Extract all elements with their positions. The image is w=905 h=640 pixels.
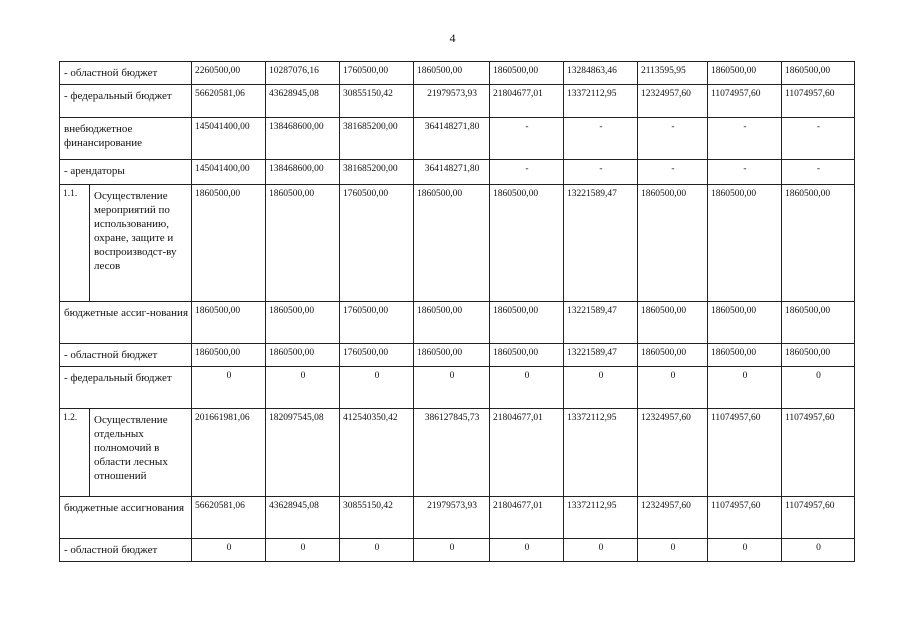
value-cell: 10287076,16 <box>266 62 340 85</box>
value-cell: 1860500,00 <box>782 344 855 367</box>
item-number: 1.1. <box>60 185 90 302</box>
value-cell: 364148271,80 <box>414 160 490 185</box>
value-cell: 1860500,00 <box>192 185 266 302</box>
item-label: Осуществление отдельных полномочий в области лесных отношений <box>90 409 192 497</box>
value-cell: 13221589,47 <box>564 302 638 344</box>
item-number: 1.2. <box>60 409 90 497</box>
value-cell: 13372112,95 <box>564 85 638 118</box>
value-cell: - <box>564 118 638 160</box>
row-label: - областной бюджет <box>60 62 192 85</box>
value-cell: 0 <box>782 539 855 562</box>
value-cell: 11074957,60 <box>782 409 855 497</box>
value-cell: 1860500,00 <box>414 302 490 344</box>
value-cell: 1860500,00 <box>414 62 490 85</box>
value-cell: 21804677,01 <box>490 85 564 118</box>
value-cell: 412540350,42 <box>340 409 414 497</box>
table-row <box>60 367 855 409</box>
value-cell: 11074957,60 <box>708 409 782 497</box>
value-cell: 1860500,00 <box>414 185 490 302</box>
value-cell: 56620581,06 <box>192 85 266 118</box>
program-item-row <box>60 409 855 497</box>
table-row <box>60 497 855 539</box>
value-cell: 1860500,00 <box>192 302 266 344</box>
value-cell: 364148271,80 <box>414 118 490 160</box>
value-cell: 1860500,00 <box>782 62 855 85</box>
value-cell: 1860500,00 <box>490 185 564 302</box>
value-cell: 381685200,00 <box>340 160 414 185</box>
value-cell: 12324957,60 <box>638 409 708 497</box>
row-label: - областной бюджет <box>60 344 192 367</box>
value-cell: 30855150,42 <box>340 497 414 539</box>
value-cell: 0 <box>192 539 266 562</box>
item-label: Осуществление мероприятий по использованию, охране, защите и воспроизводст-ву лесов <box>90 185 192 302</box>
value-cell: - <box>490 118 564 160</box>
value-cell: 0 <box>414 367 490 409</box>
value-cell: 0 <box>708 367 782 409</box>
value-cell: 0 <box>638 539 708 562</box>
page-number: 4 <box>449 31 456 45</box>
value-cell: 1860500,00 <box>638 344 708 367</box>
value-cell: 0 <box>192 367 266 409</box>
table-row <box>60 85 855 118</box>
value-cell: 0 <box>340 367 414 409</box>
row-label: - федеральный бюджет <box>60 85 192 118</box>
row-label: - областной бюджет <box>60 539 192 562</box>
value-cell: 0 <box>490 539 564 562</box>
budget-table <box>59 61 855 562</box>
value-cell: 2260500,00 <box>192 62 266 85</box>
value-cell: 1860500,00 <box>490 344 564 367</box>
value-cell: - <box>708 160 782 185</box>
value-cell: 1860500,00 <box>192 344 266 367</box>
row-label: бюджетные ассигнования <box>60 497 192 539</box>
value-cell: 1860500,00 <box>490 62 564 85</box>
value-cell: 0 <box>638 367 708 409</box>
value-cell: 0 <box>708 539 782 562</box>
value-cell: 182097545,08 <box>266 409 340 497</box>
value-cell: 0 <box>266 539 340 562</box>
value-cell: 13221589,47 <box>564 344 638 367</box>
value-cell: 145041400,00 <box>192 160 266 185</box>
value-cell: 11074957,60 <box>708 85 782 118</box>
value-cell: 1860500,00 <box>490 302 564 344</box>
table-row <box>60 160 855 185</box>
value-cell: 1860500,00 <box>782 185 855 302</box>
value-cell: 138468600,00 <box>266 160 340 185</box>
value-cell: - <box>490 160 564 185</box>
value-cell: 1860500,00 <box>708 344 782 367</box>
value-cell: 0 <box>266 367 340 409</box>
value-cell: 1860500,00 <box>782 302 855 344</box>
value-cell: 1860500,00 <box>266 302 340 344</box>
value-cell: 11074957,60 <box>782 497 855 539</box>
value-cell: 145041400,00 <box>192 118 266 160</box>
value-cell: 1760500,00 <box>340 185 414 302</box>
value-cell: 0 <box>414 539 490 562</box>
value-cell: 11074957,60 <box>782 85 855 118</box>
value-cell: 201661981,06 <box>192 409 266 497</box>
value-cell: 1760500,00 <box>340 344 414 367</box>
value-cell: 2113595,95 <box>638 62 708 85</box>
value-cell: 1860500,00 <box>708 185 782 302</box>
value-cell: 1760500,00 <box>340 62 414 85</box>
value-cell: 43628945,08 <box>266 497 340 539</box>
value-cell: 30855150,42 <box>340 85 414 118</box>
value-cell: 13372112,95 <box>564 409 638 497</box>
value-cell: - <box>564 160 638 185</box>
value-cell: - <box>782 160 855 185</box>
table-row <box>60 302 855 344</box>
value-cell: 1860500,00 <box>638 302 708 344</box>
program-item-row <box>60 185 855 302</box>
value-cell: 12324957,60 <box>638 497 708 539</box>
value-cell: 21804677,01 <box>490 497 564 539</box>
row-label: внебюджетное финансирование <box>60 118 192 160</box>
value-cell: 56620581,06 <box>192 497 266 539</box>
row-label: - арендаторы <box>60 160 192 185</box>
row-label: - федеральный бюджет <box>60 367 192 409</box>
value-cell: 11074957,60 <box>708 497 782 539</box>
value-cell: 13372112,95 <box>564 497 638 539</box>
value-cell: 43628945,08 <box>266 85 340 118</box>
value-cell: 381685200,00 <box>340 118 414 160</box>
value-cell: 1860500,00 <box>638 185 708 302</box>
row-label: бюджетные ассиг-нования <box>60 302 192 344</box>
table-row <box>60 539 855 562</box>
value-cell: 138468600,00 <box>266 118 340 160</box>
table-row <box>60 62 855 85</box>
value-cell: - <box>638 118 708 160</box>
value-cell: 1760500,00 <box>340 302 414 344</box>
value-cell: 13284863,46 <box>564 62 638 85</box>
value-cell: 1860500,00 <box>414 344 490 367</box>
value-cell: - <box>708 118 782 160</box>
value-cell: 21979573,93 <box>414 85 490 118</box>
value-cell: 1860500,00 <box>266 185 340 302</box>
value-cell: 13221589,47 <box>564 185 638 302</box>
value-cell: - <box>638 160 708 185</box>
value-cell: 0 <box>340 539 414 562</box>
budget-table-body <box>60 62 855 562</box>
value-cell: 0 <box>782 367 855 409</box>
table-row <box>60 118 855 160</box>
table-row <box>60 344 855 367</box>
value-cell: 0 <box>564 367 638 409</box>
value-cell: - <box>782 118 855 160</box>
value-cell: 1860500,00 <box>708 62 782 85</box>
value-cell: 12324957,60 <box>638 85 708 118</box>
value-cell: 21979573,93 <box>414 497 490 539</box>
value-cell: 21804677,01 <box>490 409 564 497</box>
value-cell: 1860500,00 <box>266 344 340 367</box>
value-cell: 1860500,00 <box>708 302 782 344</box>
value-cell: 0 <box>564 539 638 562</box>
value-cell: 386127845,73 <box>414 409 490 497</box>
value-cell: 0 <box>490 367 564 409</box>
